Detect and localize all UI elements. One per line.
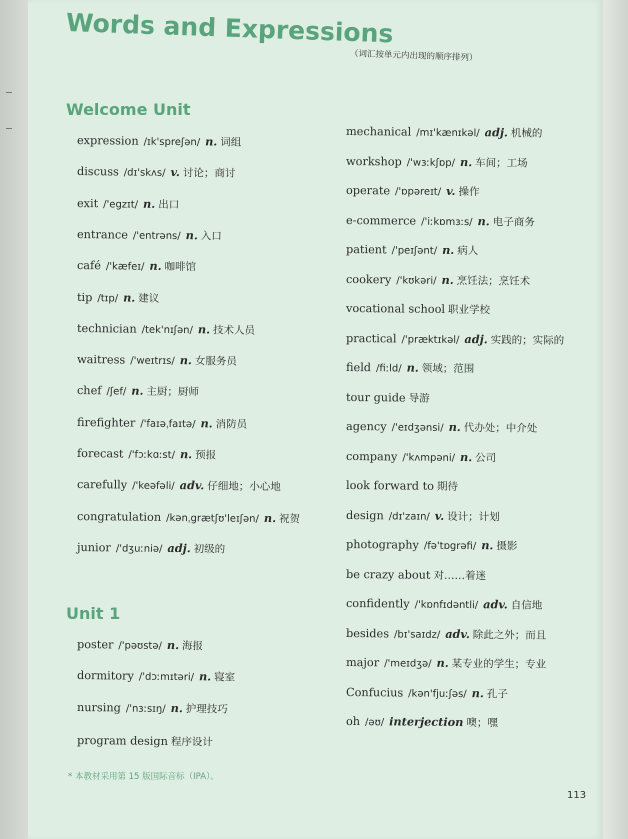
vocab-word: besides	[345, 626, 390, 640]
vocab-phonetic: /əʊ/	[365, 717, 385, 729]
vocab-entry	[346, 272, 530, 289]
vocab-chinese-meaning: 寝室	[214, 671, 236, 684]
vocab-chinese-meaning: 初级的	[193, 543, 226, 556]
vocab-part-of-speech: n.	[471, 685, 484, 700]
vocab-entry	[346, 655, 546, 672]
vocab-entry	[346, 154, 528, 171]
vocab-part-of-speech: n.	[481, 538, 494, 553]
vocab-entry	[346, 390, 430, 406]
vocab-chinese-meaning: 护理技巧	[185, 703, 228, 716]
vocab-phonetic: /'egzɪt/	[103, 198, 139, 211]
vocab-word: chef	[76, 384, 102, 398]
vocab-entry	[77, 446, 216, 462]
vocab-phonetic: /'kʌmpəni/	[402, 451, 456, 464]
vocab-phonetic: /ʃef/	[106, 386, 127, 398]
vocab-phonetic: /'nɜːsɪŋ/	[125, 703, 166, 715]
vocab-chinese-meaning: 海报	[182, 640, 204, 653]
vocab-word: junior	[76, 540, 111, 555]
vocab-chinese-meaning: 职业学校	[447, 303, 491, 317]
facing-page-mark	[6, 128, 12, 129]
vocab-entry	[346, 183, 480, 199]
vocab-part-of-speech: adj.	[484, 125, 508, 140]
vocab-part-of-speech: n.	[123, 289, 136, 305]
vocab-part-of-speech: v.	[170, 165, 180, 180]
vocab-chinese-meaning: 设计；计划	[447, 510, 500, 523]
vocab-part-of-speech: n.	[263, 510, 277, 525]
vocab-phonetic: /fə'tɒgrəfi/	[423, 540, 477, 553]
vocab-entry	[77, 477, 281, 494]
vocab-chinese-meaning: 操作	[458, 185, 480, 199]
vocab-word: photography	[345, 538, 419, 552]
vocab-word: e-commerce	[345, 213, 417, 228]
vocab-chinese-meaning: 祝贺	[278, 512, 301, 525]
vocab-word: carefully	[76, 478, 128, 492]
vocab-word: tip	[76, 290, 93, 304]
vocab-chinese-meaning: 出口	[158, 198, 180, 211]
vocab-part-of-speech: interjection	[389, 714, 464, 730]
vocab-chinese-meaning: 领域；范围	[421, 362, 475, 376]
vocab-word: program design	[76, 734, 169, 748]
vocab-chinese-meaning: 除此之外；而且	[472, 628, 547, 642]
vocab-part-of-speech: n.	[179, 353, 192, 368]
vocab-word: entrance	[76, 227, 129, 242]
vocab-phonetic: /'kæfeɪ/	[105, 261, 145, 273]
vocab-entry	[77, 227, 222, 244]
vocab-chinese-meaning: 孔子	[486, 687, 508, 700]
vocab-entry	[346, 685, 508, 701]
vocab-phonetic: /'peɪʃənt/	[391, 245, 438, 257]
vocab-part-of-speech: adj.	[167, 540, 191, 556]
vocab-part-of-speech: n.	[179, 447, 193, 462]
vocab-entry	[346, 360, 474, 376]
vocab-word: technician	[76, 321, 137, 336]
vocab-phonetic: /tek'nɪʃən/	[141, 324, 193, 337]
vocab-chinese-meaning: 对……着迷	[433, 569, 487, 582]
page-subtitle: （词汇按单元内出现的顺序排列）	[349, 49, 478, 64]
vocab-chinese-meaning: 程序设计	[170, 735, 214, 749]
vocab-part-of-speech: n.	[185, 228, 198, 243]
vocab-part-of-speech: n.	[166, 637, 180, 653]
vocab-phonetic: /fiːld/	[376, 363, 402, 375]
vocab-word: firefighter	[76, 415, 136, 430]
vocab-phonetic: /ɪk'spreʃən/	[143, 136, 201, 149]
vocab-phonetic: /kənˌgrætʃʊ'leɪʃən/	[166, 512, 259, 525]
vocab-word: congratulation	[76, 509, 162, 524]
vocab-entry	[346, 419, 537, 436]
vocab-entry	[77, 637, 203, 653]
vocab-phonetic: /bɪ'saɪdz/	[393, 628, 441, 641]
vocab-chinese-meaning: 咖啡馆	[164, 261, 197, 274]
vocab-chinese-meaning: 期待	[436, 480, 459, 493]
vocab-word: tour guide	[345, 390, 406, 405]
vocab-chinese-meaning: 入口	[200, 230, 222, 243]
vocab-entry	[77, 733, 213, 749]
vocab-phonetic: /dɪ'zaɪn/	[388, 510, 430, 523]
vocab-part-of-speech: n.	[205, 134, 218, 149]
vocab-part-of-speech: n.	[442, 242, 455, 257]
vocab-entry	[346, 714, 498, 730]
vocab-word: design	[345, 508, 384, 522]
vocab-chinese-meaning: 车间；工场	[475, 156, 528, 170]
vocab-word: agency	[345, 420, 387, 434]
vocab-word: poster	[76, 638, 114, 652]
vocab-chinese-meaning: 预报	[195, 449, 217, 462]
vocab-part-of-speech: n.	[436, 655, 449, 670]
vocab-part-of-speech: v.	[446, 183, 456, 198]
vocab-chinese-meaning: 主厨；厨师	[146, 386, 199, 399]
vocab-word: dormitory	[76, 669, 134, 683]
section-heading-unit-1: Unit 1	[66, 604, 121, 623]
vocab-part-of-speech: adv.	[445, 626, 470, 641]
vocab-entry	[77, 700, 228, 717]
vocab-entry	[346, 242, 478, 258]
vocab-part-of-speech: n.	[200, 415, 213, 431]
vocab-entry	[77, 540, 225, 557]
vocab-part-of-speech: n.	[131, 383, 144, 399]
vocab-phonetic: /kən'fjuːʃəs/	[408, 688, 467, 700]
facing-page-mark	[6, 92, 12, 93]
vocab-chinese-meaning: 烹饪法；烹饪术	[456, 274, 531, 288]
vocab-word: field	[345, 361, 372, 375]
vocab-chinese-meaning: 讨论；商讨	[182, 167, 236, 180]
vocab-entry	[346, 449, 496, 465]
vocab-word: vocational school	[345, 302, 446, 316]
vocab-phonetic: /'eɪdʒənsi/	[391, 422, 444, 434]
page-title: Words and Expressions	[65, 8, 394, 49]
vocab-entry	[346, 537, 518, 553]
vocab-entry	[346, 567, 486, 583]
vocab-word: be crazy about	[345, 567, 431, 582]
vocab-part-of-speech: adj.	[464, 331, 488, 346]
vocab-chinese-meaning: 噢；嘿	[466, 717, 498, 730]
vocab-phonetic: /'faɪəˌfaɪtə/	[140, 418, 196, 430]
vocab-part-of-speech: n.	[170, 700, 183, 716]
vocab-chinese-meaning: 消防员	[215, 418, 248, 431]
vocab-part-of-speech: n.	[441, 272, 454, 287]
vocab-phonetic: /mɪ'kænɪkəl/	[416, 127, 480, 140]
vocab-word: look forward to	[345, 479, 435, 493]
vocab-part-of-speech: n.	[149, 258, 162, 274]
page-number: 113	[567, 790, 587, 801]
vocab-word: oh	[345, 715, 361, 729]
vocab-word: waitress	[76, 353, 126, 367]
vocab-chinese-meaning: 建议	[138, 292, 160, 305]
vocab-phonetic: /dɪ'skʌs/	[123, 167, 166, 180]
vocab-word: expression	[76, 134, 139, 148]
vocab-word: operate	[345, 184, 391, 198]
vocab-word: practical	[345, 331, 397, 345]
vocab-phonetic: /'præktɪkəl/	[401, 333, 460, 346]
vocab-entry	[346, 626, 546, 643]
vocab-chinese-meaning: 机械的	[510, 127, 543, 140]
vocab-chinese-meaning: 某专业的学生；专业	[451, 657, 547, 671]
vocab-word: mechanical	[345, 125, 412, 139]
ipa-footnote: * 本教材采用第 15 版国际音标（IPA）。	[68, 772, 219, 782]
vocab-entry	[346, 213, 535, 230]
vocab-chinese-meaning: 自信地	[510, 599, 543, 612]
vocab-part-of-speech: n.	[459, 154, 473, 169]
vocab-word: confidently	[345, 597, 410, 611]
vocab-entry	[346, 301, 490, 317]
vocab-entry	[346, 596, 542, 613]
vocab-phonetic: /'dʒuːniə/	[115, 543, 163, 555]
vocab-entry	[77, 258, 196, 274]
vocab-chinese-meaning: 病人	[457, 244, 479, 258]
vocab-part-of-speech: n.	[197, 322, 211, 337]
vocab-entry	[77, 509, 300, 526]
vocab-phonetic: /'pəʊstə/	[118, 640, 162, 652]
vocab-part-of-speech: n.	[459, 449, 473, 464]
vocab-entry	[77, 352, 237, 369]
vocab-word: company	[345, 449, 398, 463]
vocab-chinese-meaning: 摄影	[496, 540, 518, 553]
vocab-entry	[77, 196, 179, 212]
vocab-part-of-speech: n.	[406, 360, 419, 375]
vocab-phonetic: /'fɔːkɑːst/	[128, 449, 176, 462]
vocab-entry	[77, 133, 241, 150]
vocab-entry	[77, 164, 236, 181]
vocab-part-of-speech: v.	[434, 508, 445, 523]
vocab-part-of-speech: n.	[448, 419, 461, 435]
vocab-chinese-meaning: 女服务员	[194, 355, 237, 368]
vocab-phonetic: /'meɪdʒə/	[384, 658, 432, 670]
vocab-word: exit	[76, 196, 99, 210]
vocab-entry	[77, 383, 199, 399]
vocab-chinese-meaning: 仔细地；小心地	[207, 480, 281, 494]
vocab-part-of-speech: n.	[477, 213, 490, 228]
vocab-phonetic: /tɪp/	[97, 292, 119, 304]
vocab-phonetic: /'wɜːkʃɒp/	[406, 157, 456, 169]
vocab-chinese-meaning: 技术人员	[213, 324, 256, 337]
vocab-word: major	[345, 656, 380, 670]
vocab-entry	[346, 478, 458, 494]
vocab-part-of-speech: adv.	[179, 478, 205, 493]
vocab-part-of-speech: adv.	[483, 597, 508, 612]
vocab-phonetic: /'ɒpəreɪt/	[395, 186, 442, 198]
vocab-entry	[346, 124, 543, 141]
vocab-chinese-meaning: 导游	[408, 392, 430, 405]
vocab-entry	[77, 668, 235, 685]
vocab-word: discuss	[76, 165, 119, 179]
vocab-phonetic: /'entrəns/	[132, 230, 181, 242]
vocab-part-of-speech: n.	[143, 196, 156, 211]
vocab-phonetic: /'kʊkəri/	[396, 274, 437, 287]
vocab-chinese-meaning: 词组	[220, 136, 242, 149]
vocab-chinese-meaning: 公司	[475, 451, 497, 464]
vocab-phonetic: /'iːkɒmɜːs/	[421, 216, 473, 228]
vocab-chinese-meaning: 代办处；中介处	[463, 422, 538, 435]
vocab-chinese-meaning: 实践的；实际的	[490, 333, 565, 347]
vocab-word: forecast	[76, 447, 124, 461]
vocab-entry	[77, 290, 159, 306]
vocab-word: nursing	[76, 701, 121, 715]
section-heading-welcome-unit: Welcome Unit	[66, 100, 191, 119]
vocab-entry	[346, 508, 500, 524]
vocab-word: workshop	[345, 154, 402, 168]
vocab-word: cookery	[345, 272, 392, 286]
vocab-entry	[346, 331, 564, 348]
vocab-word: café	[76, 259, 102, 273]
vocab-phonetic: /'dɔːmɪtəri/	[138, 671, 195, 684]
vocab-entry	[77, 415, 247, 432]
vocab-phonetic: /'weɪtrɪs/	[130, 355, 175, 368]
vocab-word: Confucius	[345, 685, 404, 699]
vocab-chinese-meaning: 电子商务	[492, 215, 535, 229]
vocab-phonetic: /'keəfəli/	[132, 480, 175, 493]
vocab-phonetic: /'kɒnfɪdəntli/	[414, 599, 479, 612]
vocab-entry	[77, 321, 255, 338]
vocab-part-of-speech: n.	[198, 669, 212, 684]
vocab-word: patient	[345, 243, 387, 257]
